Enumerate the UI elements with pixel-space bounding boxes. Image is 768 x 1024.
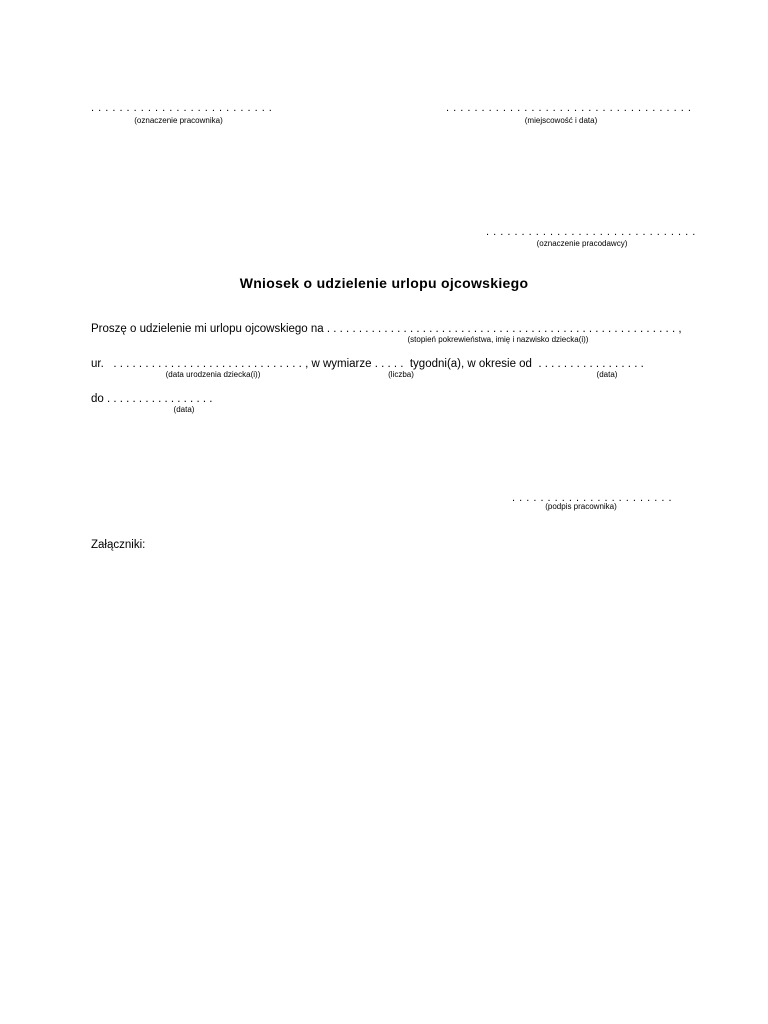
document-title: Wniosek o udzielenie urlopu ojcowskiego — [239, 275, 529, 291]
start-date-caption: (data) — [596, 370, 618, 379]
signature-caption: (podpis pracownika) — [545, 502, 617, 511]
count-caption: (liczba) — [388, 370, 414, 379]
end-date-caption: (data) — [173, 405, 195, 414]
request-line-3: do . . . . . . . . . . . . . . . . . — [91, 393, 213, 405]
request-line-1: Proszę o udzielenie mi urlopu ojcowskiego na . . . . . . . . . . . . . . . . . . . . . . . . . . . . . . . . . . . . . . . . . . . . . . . . . . . . . . . , — [91, 323, 682, 335]
employer-dots: . . . . . . . . . . . . . . . . . . . . . . . . . . . . . . — [486, 226, 696, 238]
place-date-caption: (miejscowość i data) — [524, 116, 598, 125]
employer-caption: (oznaczenie pracodawcy) — [536, 239, 628, 248]
signature-dots: . . . . . . . . . . . . . . . . . . . . . . . — [512, 492, 673, 504]
employee-caption: (oznaczenie pracownika) — [134, 116, 223, 125]
place-date-dots: . . . . . . . . . . . . . . . . . . . . . . . . . . . . . . . . . . . — [446, 102, 692, 114]
relation-name-caption: (stopień pokrewieństwa, imię i nazwisko dziecka(i)) — [407, 335, 589, 344]
employee-dots: . . . . . . . . . . . . . . . . . . . . . . . . . . — [91, 102, 273, 114]
attachments-label: Załączniki: — [91, 539, 146, 551]
birth-date-caption: (data urodzenia dziecka(i)) — [165, 370, 261, 379]
request-line-2: ur. . . . . . . . . . . . . . . . . . . . . . . . . . . . . . . , w wymiarze . . . . . tygodni(a), w okresie od . . . . . . . . . . . . . . . . . — [91, 358, 644, 370]
